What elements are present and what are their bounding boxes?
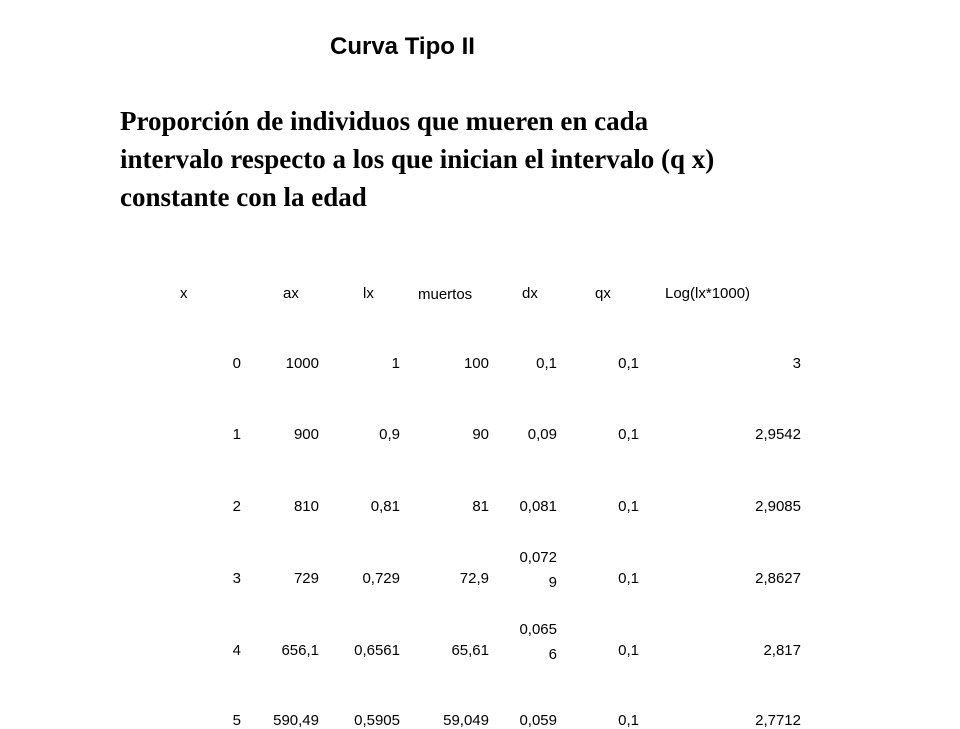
- cell-r1-qx: 0,1: [618, 426, 639, 443]
- cell-r3-log: 2,8627: [755, 570, 801, 587]
- header-muertos: muertos: [418, 286, 473, 303]
- cell-r5-x: 5: [232, 712, 241, 729]
- subtitle-line-2: intervalo respecto a los que inician el intervalo (q x): [120, 144, 715, 174]
- cell-r1-dx: 0,09: [527, 426, 557, 443]
- cell-r3-ax: 729: [293, 570, 319, 587]
- cell-r5-dx: 0,059: [519, 712, 557, 729]
- cell-r0-log: 3: [792, 355, 801, 372]
- cell-r3-dx: 0,0729: [519, 549, 557, 591]
- cell-r2-ax: 810: [293, 498, 319, 515]
- cell-r4-lx: 0,6561: [354, 642, 400, 659]
- subtitle: [120, 102, 840, 216]
- cell-r3-muertos: 72,9: [459, 570, 489, 587]
- cell-r2-qx: 0,1: [618, 498, 639, 515]
- cell-r2-log: 2,9085: [755, 498, 801, 515]
- cell-r4-dx: 0,0656: [519, 621, 557, 663]
- cell-r1-lx: 0,9: [379, 426, 400, 443]
- cell-r3-x: 3: [232, 570, 241, 587]
- cell-r1-muertos: 90: [472, 426, 489, 443]
- header-qx: qx: [595, 285, 611, 302]
- cell-r0-ax: 1000: [285, 355, 319, 372]
- cell-r0-dx: 0,1: [536, 355, 557, 372]
- cell-r4-ax: 656,1: [281, 642, 319, 659]
- cell-r4-x: 4: [232, 642, 241, 659]
- cell-r0-lx: 1: [391, 355, 400, 372]
- header-dx: dx: [522, 285, 538, 302]
- cell-r1-x: 1: [232, 426, 241, 443]
- cell-r2-muertos: 81: [472, 498, 489, 515]
- header-lx: lx: [363, 285, 374, 302]
- cell-r5-qx: 0,1: [618, 712, 639, 729]
- subtitle-line-1: Proporción de individuos que mueren en cada: [120, 106, 649, 136]
- cell-r3-qx: 0,1: [618, 570, 639, 587]
- cell-r0-muertos: 100: [463, 355, 489, 372]
- slide-title: Curva Tipo II: [330, 33, 475, 60]
- header-ax: ax: [283, 285, 299, 302]
- cell-r4-muertos: 65,61: [451, 642, 489, 659]
- cell-r0-x: 0: [232, 355, 241, 372]
- cell-r4-log: 2,817: [763, 642, 801, 659]
- cell-r2-lx: 0,81: [370, 498, 400, 515]
- cell-r3-lx: 0,729: [362, 570, 400, 587]
- cell-r5-lx: 0,5905: [354, 712, 400, 729]
- header-x: x: [180, 285, 188, 302]
- cell-r0-qx: 0,1: [618, 355, 639, 372]
- cell-r5-muertos: 59,049: [443, 712, 489, 729]
- subtitle-line-3: constante con la edad: [120, 182, 367, 212]
- header-log: Log(lx*1000): [665, 285, 751, 302]
- cell-r1-log: 2,9542: [755, 426, 801, 443]
- cell-r5-log: 2,7712: [755, 712, 801, 729]
- cell-r2-x: 2: [232, 498, 241, 515]
- cell-r1-ax: 900: [293, 426, 319, 443]
- cell-r2-dx: 0,081: [519, 498, 557, 515]
- cell-r4-qx: 0,1: [618, 642, 639, 659]
- cell-r5-ax: 590,49: [273, 712, 319, 729]
